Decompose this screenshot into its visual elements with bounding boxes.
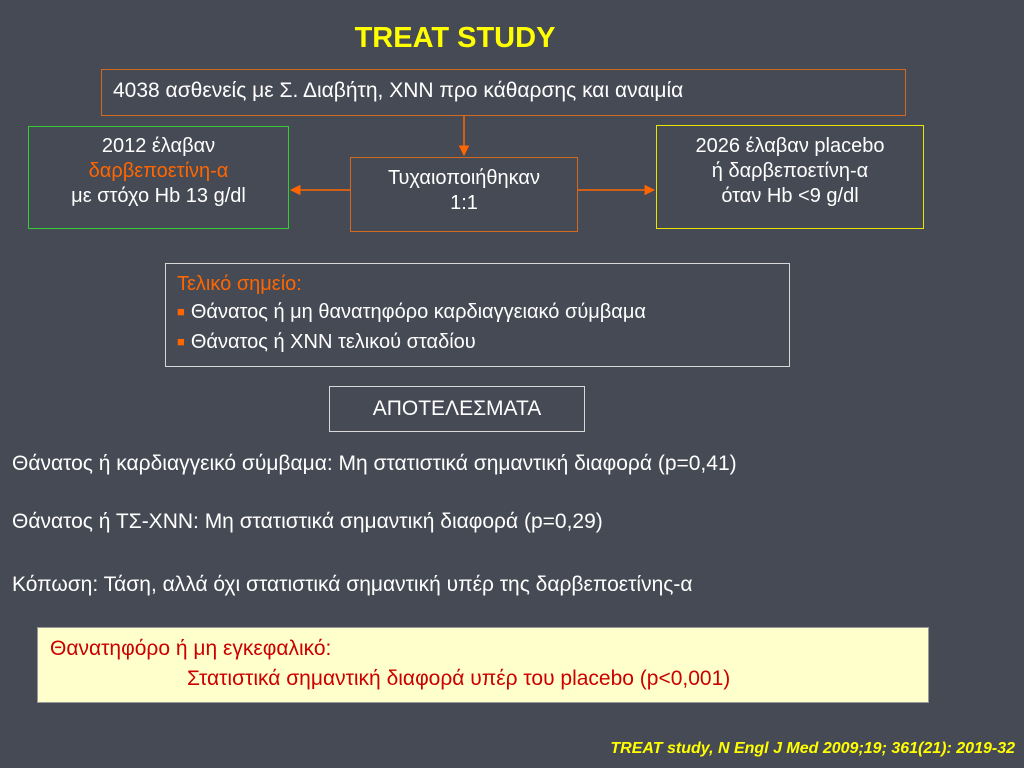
placebo-arm-rescue: ή δαρβεποετίνη-α (711, 160, 869, 182)
darbepoetin-arm-drug: δαρβεποετίνη-α (88, 160, 229, 182)
square-bullet-icon: ■ (177, 304, 185, 319)
randomization-ratio: 1:1 (450, 192, 478, 214)
stroke-result-heading: Θανατηφόρο ή μη εγκεφαλικό: (50, 637, 332, 660)
citation: TREAT study, N Engl J Med 2009;19; 361(21): 2019-32 (610, 740, 1015, 757)
population-box: 4038 ασθενείς με Σ. Διαβήτη, ΧΝΝ προ κάθαρσης και αναιμία (101, 69, 906, 116)
endpoint-item (177, 298, 789, 328)
finding-esrd: Θάνατος ή ΤΣ-ΧΝΝ: Μη στατιστικά σημαντική διαφορά (p=0,29) (12, 510, 603, 533)
randomization-label: Τυχαιοποιήθηκαν (387, 167, 540, 189)
finding-fatigue: Κόπωση: Τάση, αλλά όχι στατιστικά σημαντική υπέρ της δαρβεποετίνης-α (12, 573, 693, 596)
results-heading: ΑΠΟΤΕΛΕΣΜΑΤΑ (329, 386, 585, 432)
stroke-result-box (37, 627, 929, 703)
placebo-arm-count: 2026 έλαβαν placebo (695, 135, 885, 157)
slide-title: TREAT STUDY (354, 22, 556, 54)
endpoint-heading: Τελικό σημείο: (177, 273, 302, 295)
darbepoetin-arm-target: με στόχο Hb 13 g/dl (71, 185, 246, 207)
endpoint-item-text: Θάνατος ή μη θανατηφόρο καρδιαγγειακό σύμβαμα (190, 301, 646, 323)
endpoint-item (177, 328, 789, 358)
stroke-result-text: Στατιστικά σημαντική διαφορά υπέρ του placebo (p<0,001) (187, 667, 731, 690)
flow-arrows (0, 0, 1024, 300)
darbepoetin-arm-count: 2012 έλαβαν (101, 135, 216, 157)
finding-cardiovascular: Θάνατος ή καρδιαγγεικό σύμβαμα: Μη στατιστικά σημαντική διαφορά (p=0,41) (12, 452, 737, 475)
placebo-arm-threshold: όταν Hb <9 g/dl (721, 185, 859, 207)
endpoint-item-text: Θάνατος ή ΧΝΝ τελικού σταδίου (190, 331, 476, 353)
endpoint-box (165, 263, 790, 367)
square-bullet-icon: ■ (177, 334, 185, 349)
